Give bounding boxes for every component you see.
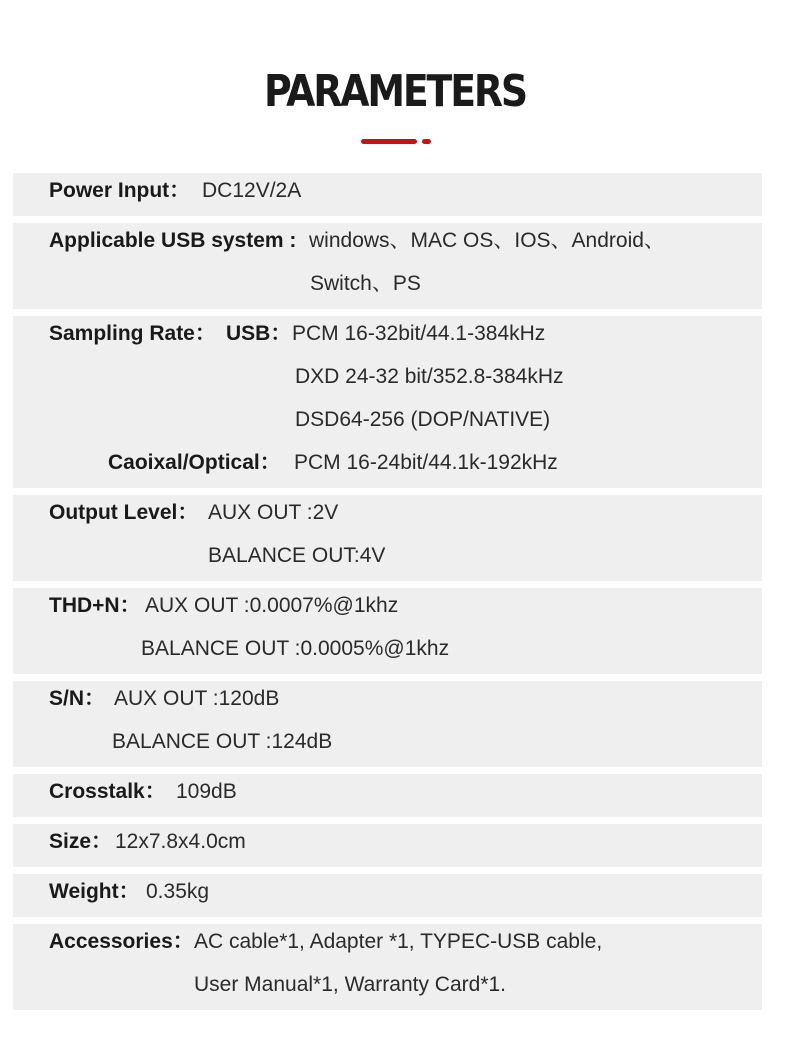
param-value: PCM 16-24bit/44.1k-192kHz	[294, 451, 558, 474]
param-label: S/N：	[49, 687, 106, 710]
param-value: 12x7.8x4.0cm	[115, 830, 246, 853]
page-title: PARAMETERS	[263, 66, 527, 117]
param-sublabel-usb: USB：	[226, 322, 292, 345]
param-label: Size：	[49, 830, 113, 853]
param-value: DSD64-256 (DOP/NATIVE)	[295, 408, 551, 431]
param-sublabel-coaxial: Caoixal/Optical：	[108, 451, 281, 474]
param-label: Power Input：	[49, 179, 191, 202]
param-row-crosstalk	[13, 774, 762, 817]
param-row-output-level	[13, 495, 762, 581]
param-label: Applicable USB system :	[49, 229, 297, 252]
title-accent-bar	[361, 139, 417, 144]
param-row-accessories	[13, 924, 762, 1010]
param-row-power-input	[13, 173, 762, 216]
param-row-sampling-rate	[13, 316, 762, 488]
param-row-size	[13, 824, 762, 867]
param-label: Sampling Rate：	[49, 322, 216, 345]
param-value: 109dB	[176, 780, 237, 803]
param-label: Accessories：	[49, 930, 194, 953]
param-row-usb-system	[13, 223, 762, 309]
param-label: THD+N：	[49, 594, 141, 617]
param-value: BALANCE OUT:4V	[208, 544, 386, 567]
param-value: Switch、PS	[310, 272, 421, 295]
param-label: Crosstalk：	[49, 780, 166, 803]
param-row-sn	[13, 681, 762, 767]
param-value: PCM 16-32bit/44.1-384kHz	[292, 322, 546, 345]
param-value: BALANCE OUT :124dB	[112, 730, 333, 753]
param-value: AC cable*1, Adapter *1, TYPEC-USB cable,	[194, 930, 603, 953]
param-label: Output Level：	[49, 501, 199, 524]
parameters-table	[13, 173, 762, 1017]
param-value: AUX OUT :0.0007%@1khz	[145, 594, 399, 617]
title-accent-dot	[422, 139, 431, 144]
param-value: 0.35kg	[146, 880, 210, 903]
param-value: AUX OUT :2V	[208, 501, 339, 524]
param-value: DC12V/2A	[202, 179, 302, 202]
param-row-weight	[13, 874, 762, 917]
param-row-thd-n	[13, 588, 762, 674]
param-value: User Manual*1, Warranty Card*1.	[194, 973, 507, 996]
param-value: AUX OUT :120dB	[114, 687, 280, 710]
param-value: DXD 24-32 bit/352.8-384kHz	[295, 365, 564, 388]
param-value: BALANCE OUT :0.0005%@1khz	[141, 637, 450, 660]
param-value: windows、MAC OS、IOS、Android、	[309, 229, 665, 252]
param-label: Weight：	[49, 880, 140, 903]
